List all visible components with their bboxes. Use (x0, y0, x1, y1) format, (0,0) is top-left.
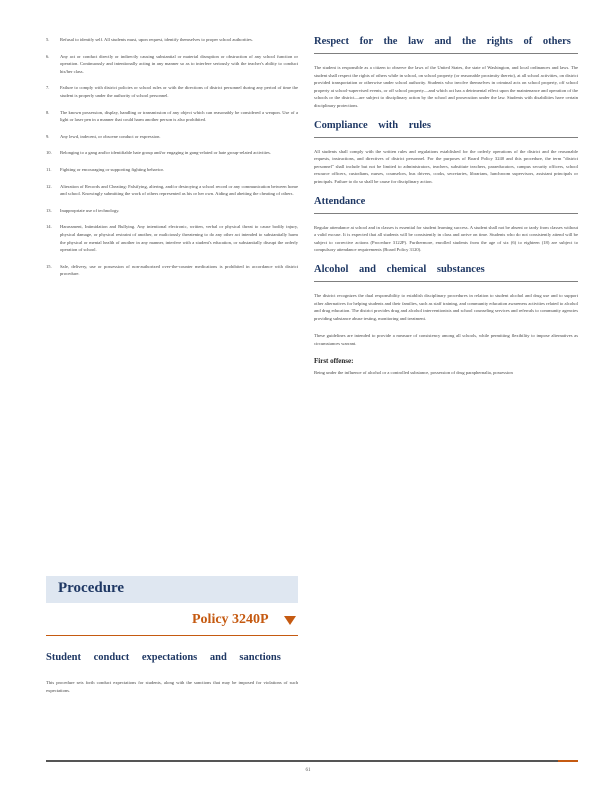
list-text: Fighting or encouraging or supporting fighting behavior. (60, 166, 164, 172)
list-item (46, 109, 298, 124)
paragraph-first-offense: Being under the influence of alcohol or a controlled substance, possession of drug paraphernalia, possession (314, 370, 513, 376)
list-item (46, 36, 298, 44)
violations-list (46, 36, 298, 278)
list-text: Any act or conduct directly or indirectly causing substantial or material disruption or obstruction of any school function or operation. Continuously and intentionally acting in any manner so as to interfere seriously with the teacher's ability to conduct his/her class. (60, 53, 298, 74)
list-number: 11. (46, 166, 52, 172)
heading-alcohol: Alcohol and chemical substances (314, 263, 485, 275)
heading-compliance: Compliance with rules (314, 119, 431, 131)
list-text: Failure to comply with district policies or school rules or with the directions of district personnel during any period of time the student is properly under the authority of school personnel. (60, 85, 298, 98)
heading-divider (314, 53, 578, 54)
list-number: 14. (46, 224, 52, 230)
list-item (46, 53, 298, 76)
page-number: 61 (305, 768, 311, 773)
list-item (46, 263, 298, 278)
list-text: Harassment, Intimidation and Bullying. Any intentional electronic, written, verbal or physical threat to cause bodily injury, physical damage, or physical restraint of another, or maliciously threatening to do any other act intended to substantially harm the physical or mental health of another in any manner, interfere with a student's education, or substantially disrupt the orderly operation of school. (60, 224, 298, 253)
paragraph-alcohol-1: The district recognizes the dual responsibility to establish disciplinary procedures in relation to student alcohol and drug use and to support other alternatives for helping students and their families, such as staff training, and community education awareness activities related to alcohol and drug education. The district provides drug and alcohol interventionists and school counseling services and referrals to community agencies providing substance abuse testing, monitoring and treatment. (314, 292, 578, 321)
list-item (46, 149, 298, 157)
list-item (46, 183, 298, 198)
policy-divider (46, 635, 298, 636)
list-text: Belonging to a gang and/or identifiable hate group and/or engaging in gang-related or hate group-related activities. (60, 150, 271, 156)
list-item (46, 84, 298, 99)
list-text: Alteration of Records and Cheating: Falsifying, altering, and/or destroying a school record or any communication between home and school. Knowingly submitting the work of others represented as his or her own. Aiding and abetting the cheating of others. (60, 183, 298, 197)
paragraph-alcohol-2: These guidelines are intended to provide a measure of consistency among all schools, while permitting flexibility to impose alternatives as circumstances warrant. (314, 333, 578, 346)
paragraph-attendance: Regular attendance at school and in classes is essential for student learning success. A student shall not be absent or tardy from classes without a valid excuse. It is expected that all students will be consistently in class and arrive on time. Students who do not consistently attend will be subject to corrective actions (Procedure 3122P). Furthermore, enrolled students from the age of six (6) to eighteen (18) are subject to compulsory attendance requirements (Board Policy 3120). (314, 224, 578, 253)
list-text: Refusal to identify self. All students must, upon request, identify themselves to proper school authorities. (60, 37, 253, 42)
heading-attendance: Attendance (314, 195, 366, 207)
procedure-band (46, 576, 298, 603)
section-paragraph-conduct: This procedure sets forth conduct expectations for students, along with the sanctions that may be imposed for violations of such expectations. (46, 680, 298, 693)
list-item (46, 133, 298, 141)
list-number: 12. (46, 183, 52, 189)
list-text: Sale, delivery, use or possession of non-authorized over-the-counter medications is prohibited in accordance with district procedure. (60, 263, 298, 277)
policy-label: Policy 3240P (192, 612, 269, 627)
left-column (46, 36, 298, 287)
heading-divider (314, 137, 578, 138)
right-column (314, 36, 578, 387)
list-number: 7. (46, 85, 50, 91)
heading-divider (314, 213, 578, 214)
paragraph-respect-law: The student is responsible as a citizen to observe the laws of the United States, the state of Washington, and local ordinances and laws. The student shall respect the rights of others while in school, on school property (or reasonable proximity thereto), at all school activities, on district provided transportation or otherwise under school authority. Students who involve themselves in criminal acts on school property, off school property at school-supervised events, or off school property—and which act has a detrimental effect upon the maintenance and operation of the schools or the district—are subject to disciplinary action by the school and prosecution under the law. Students with disabilities have certain disciplinary protections. (314, 65, 578, 108)
list-item (46, 207, 298, 215)
heading-respect-law: Respect for the law and the rights of others (314, 36, 571, 47)
footer-rule (46, 760, 558, 762)
list-number: 9. (46, 133, 50, 139)
procedure-title: Procedure (58, 580, 125, 596)
list-text: The known possession, display, handling or transmission of any object which can reasonably be considered a weapon. Use of a light or laser pen in a manner that could harm another person is also prohibited. (60, 109, 298, 123)
list-text: Inappropriate use of technology. (60, 207, 120, 213)
footer-accent-rule (558, 760, 578, 762)
triangle-marker-icon (284, 616, 296, 625)
heading-divider (314, 281, 578, 282)
list-item (46, 223, 298, 253)
section-heading-conduct: Student conduct expectations and sanctions (46, 652, 281, 663)
list-number: 10. (46, 150, 52, 156)
list-item (46, 166, 298, 174)
list-number: 5. (46, 37, 50, 42)
paragraph-compliance: All students shall comply with the written rules and regulations established for the orderly operations of the district and the reasonable requests, instructions, and directives of district personnel. For the purposes of Board Policy 3240 and this procedure, the term "district personnel" shall include but not be limited to administrators, teachers, substitute teachers, paraeducators, campus security officers, school resource officers, custodians, nurses, counselors, bus drivers, cooks, secretaries, librarians, lunchroom supervisors, assistant principals or principals. Failure to do so shall be cause for disciplinary action. (314, 148, 578, 184)
list-number: 13. (46, 207, 52, 213)
list-number: 6. (46, 53, 50, 59)
list-number: 8. (46, 109, 50, 115)
subheading-first-offense: First offense: (314, 357, 354, 366)
list-text: Any lewd, indecent, or obscene conduct or expression. (60, 133, 161, 139)
list-number: 15. (46, 263, 52, 269)
